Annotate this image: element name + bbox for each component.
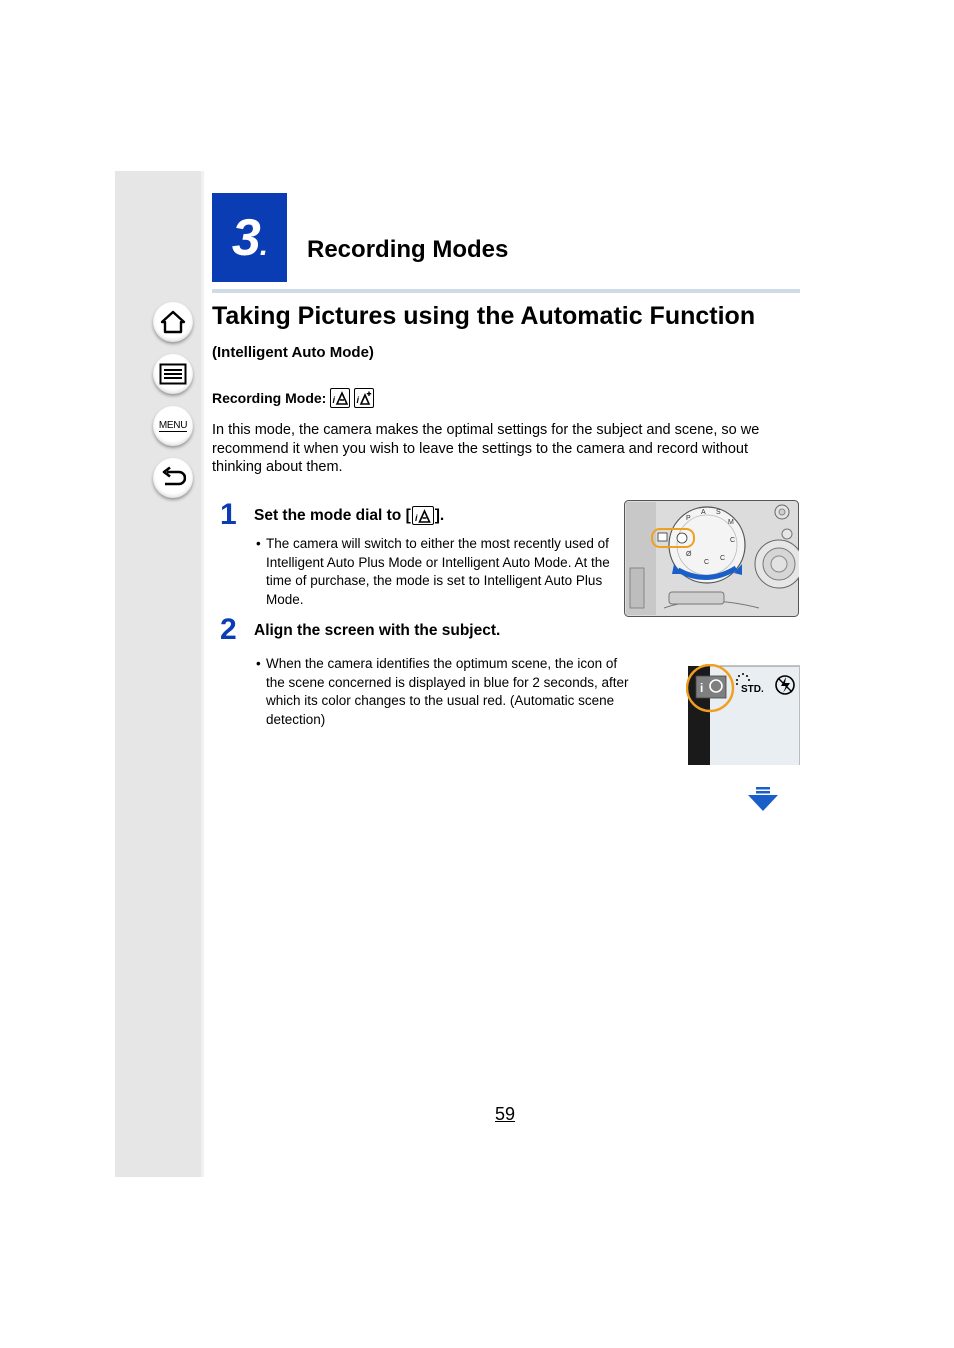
screen-illustration xyxy=(686,664,800,766)
next-page-arrow-icon[interactable] xyxy=(747,786,779,812)
svg-text:P: P xyxy=(686,515,691,522)
intelligent-auto-icon xyxy=(412,506,434,525)
step-1-bullet: • The camera will switch to either the most recently used of Intelligent Auto Plus Mode or Intelligent Auto Mode. At the time of purchase, the mode is set to Intelligent Auto Plus Mode. xyxy=(254,535,616,609)
mode-dial-illustration xyxy=(624,500,799,617)
step-2-bullet: • When the camera identifies the optimum scene, the icon of the scene concerned is displayed in blue for 2 seconds, after which its color changes to the usual red. (Automatic scene detection) xyxy=(254,655,632,729)
svg-text:i: i xyxy=(356,395,360,405)
svg-text:S: S xyxy=(716,509,721,516)
svg-text:i: i xyxy=(332,395,336,405)
chapter-number: 3 xyxy=(231,208,260,267)
svg-text:C: C xyxy=(720,555,726,562)
svg-text:A: A xyxy=(701,509,706,516)
page-subtitle: (Intelligent Auto Mode) xyxy=(212,344,374,361)
intelligent-auto-plus-icon xyxy=(354,388,374,408)
step-1-title xyxy=(254,506,444,525)
intelligent-auto-icon xyxy=(330,388,350,408)
std-label: STD. xyxy=(741,684,764,695)
svg-text:i: i xyxy=(415,512,418,523)
chapter-title: Recording Modes xyxy=(307,236,509,263)
step-2-title: Align the screen with the subject. xyxy=(254,622,501,639)
svg-text:C: C xyxy=(730,537,736,544)
step-1-title-suffix: ]. xyxy=(434,506,445,524)
page-title: Taking Pictures using the Automatic Function xyxy=(212,302,756,330)
contents-button[interactable] xyxy=(153,354,193,394)
menu-button[interactable] xyxy=(153,406,193,446)
back-button[interactable] xyxy=(153,458,193,498)
scene-icon-letter: i xyxy=(700,681,704,695)
svg-text:C: C xyxy=(704,559,710,566)
recording-mode-label: Recording Mode: xyxy=(212,390,327,406)
step-1-number: 1 xyxy=(220,498,237,531)
recording-mode xyxy=(212,388,374,408)
svg-text:M: M xyxy=(728,519,734,526)
home-icon xyxy=(160,310,186,334)
home-button[interactable] xyxy=(153,302,193,342)
chapter-divider xyxy=(212,289,800,293)
svg-text:Ø: Ø xyxy=(686,551,692,558)
back-icon xyxy=(160,466,186,490)
step-1-title-prefix: Set the mode dial to [ xyxy=(254,506,411,524)
intro-paragraph: In this mode, the camera makes the optimal settings for the subject and scene, so we recommend it when you wish to leave the settings to the camera and record without thinking about them. xyxy=(212,422,760,475)
chapter-number-suffix: . xyxy=(259,228,268,262)
step-2-number: 2 xyxy=(220,613,237,646)
page-number: 59 xyxy=(495,1104,516,1124)
chapter-number-box xyxy=(212,193,287,282)
contents-icon xyxy=(159,363,187,385)
menu-icon: MENU xyxy=(158,420,188,431)
